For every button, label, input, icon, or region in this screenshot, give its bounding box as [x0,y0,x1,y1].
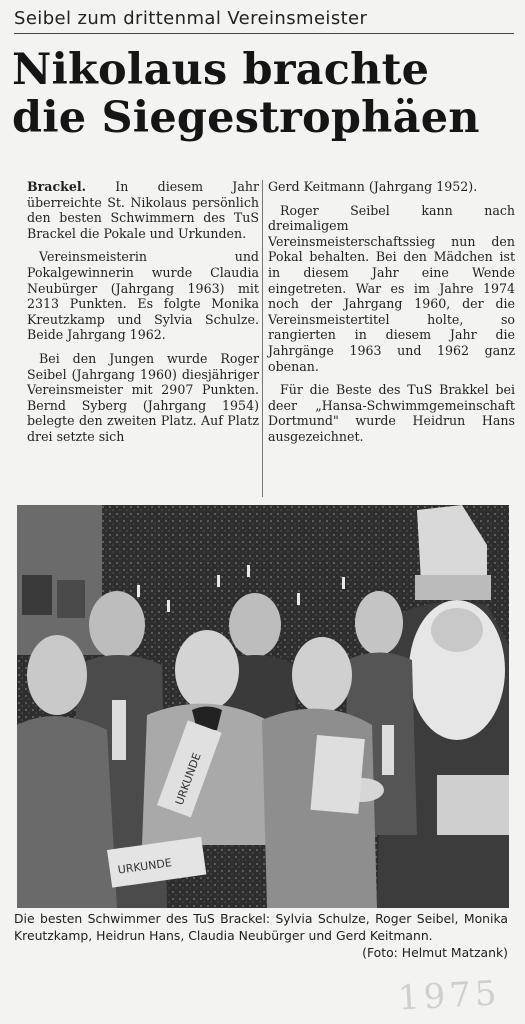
dateline: Brackel. [27,179,87,194]
column-divider [262,180,263,497]
paragraph-intro [27,179,259,241]
certificate-3 [310,735,364,814]
article-headline [12,46,517,142]
paragraph-hansa: Für die Beste des TuS Brakkel bei deer „Hansa-Schwimmgemeinschaft Dortmund" wurde Heidrun Hans ausgezeichnet. [268,382,515,444]
article-kicker: Seibel zum drittenmal Vereinsmeister [14,8,514,34]
headline-line-1: Nikolaus brachte [12,45,430,95]
paragraph-boys-winner: Bei den Jungen wurde Roger Seibel (Jahrgang 1960) diesjähriger Vereinsmeister mit 2907 Punkten. Bernd Syberg (Jahrgang 1954) belegte den zweiten Platz. Auf Platz drei setzte sich [27,350,259,444]
headline-line-2: die Siegestrophäen [12,93,480,143]
certificate-label: URKUNDE [117,856,173,877]
paragraph-girls-winner: Vereinsmeisterin und Pokalgewinnerin wurde Claudia Neubürger (Jahrgang 1963) mit 2313 Punkten. Es folgte Monika Kreutzkamp und Sylvia Schulze. Beide Jahrgang 1962. [27,249,259,343]
certificate-label: URKUNDE [172,751,204,807]
article-column-left [27,179,259,453]
paragraph-continuation: Gerd Keitmann (Jahrgang 1952). [268,179,478,194]
photo-illustration [17,505,509,908]
intro-text: In diesem Jahr überreichte St. Nikolaus persönlich den besten Schwimmern des TuS Brackel die Pokale und Urkunden. [27,179,259,241]
photo-credit: (Foto: Helmut Matzank) [362,945,508,960]
article-column-right [268,179,515,453]
photo-caption [14,910,508,961]
news-photo [17,505,509,908]
paragraph-trophy: Roger Seibel kann nach dreimaligem Vereinsmeisterschaftssieg nun den Pokal behalten. Bei den Mädchen ist in diesem Jahr eine Wende eingetreten. War es im Jahre 1974 noch der Jahrgang 1960, der die Vereinsmeistertitel holte, so rangierten in diesem Jahr die Jahrgänge 1963 und 1962 ganz obenan. [268,202,515,374]
caption-text: Die besten Schwimmer des TuS Brackel: Sylvia Schulze, Roger Seibel, Monika Kreutzkamp, Heidrun Hans, Claudia Neubürger und Gerd Keitmann. [14,911,508,943]
handwritten-year: 1975 [397,973,502,1019]
